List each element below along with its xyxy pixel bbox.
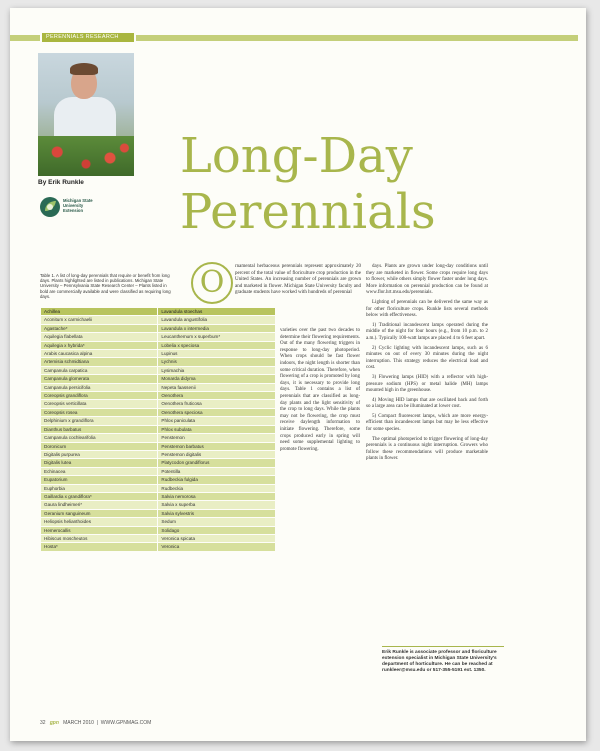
table-row bbox=[41, 518, 275, 525]
table-cell: Echinacea bbox=[41, 468, 157, 475]
long-day-perennials-table bbox=[40, 307, 276, 552]
table-row bbox=[41, 392, 275, 399]
table-cell: Lavandula angustifolia bbox=[158, 316, 275, 323]
table-cell: Agastache* bbox=[41, 325, 157, 332]
table-cell: Platycodon grandiflorus bbox=[158, 459, 275, 466]
magazine-page bbox=[10, 8, 586, 741]
table-row bbox=[41, 384, 275, 391]
table-row bbox=[41, 476, 275, 483]
table-cell: Digitalis purpurea bbox=[41, 451, 157, 458]
msu-extension-logo bbox=[39, 194, 109, 222]
table-cell: Gaillardia x grandiflora* bbox=[41, 493, 157, 500]
table-row bbox=[41, 316, 275, 323]
table-row bbox=[41, 367, 275, 374]
website-link[interactable]: WWW.GPNMAG.COM bbox=[100, 720, 152, 726]
table-cell: Oenothera fruticosa bbox=[158, 400, 275, 407]
table-cell: Sedum bbox=[158, 518, 275, 525]
table-row bbox=[41, 434, 275, 441]
table-row bbox=[41, 501, 275, 508]
page-number: 32 bbox=[40, 720, 46, 726]
table-cell: Coreopsis rosea bbox=[41, 409, 157, 416]
issue-date: MARCH 2010 bbox=[63, 720, 94, 726]
table-row bbox=[41, 400, 275, 407]
table-cell: Hosta* bbox=[41, 543, 157, 550]
table-cell: Doronicum bbox=[41, 443, 157, 450]
leaf-icon bbox=[39, 196, 61, 218]
table-cell: Rudbeckia fulgida bbox=[158, 476, 275, 483]
table-cell: Gaura lindheimeri* bbox=[41, 501, 157, 508]
table-cell: Lychnis bbox=[158, 358, 275, 365]
table-row bbox=[41, 308, 275, 315]
table-cell: Dianthus barbatus bbox=[41, 426, 157, 433]
table-row bbox=[41, 358, 275, 365]
table-row bbox=[41, 426, 275, 433]
table-cell: Phlox paniculata bbox=[158, 417, 275, 424]
table-cell: Solidago bbox=[158, 527, 275, 534]
table-cell: Digitalis lutea bbox=[41, 459, 157, 466]
table-caption: Table 1. A list of long-day perennials that require or benefit from long days. Plants highlighted are listed in publications. Michigan State University – Pennsylvania State Research Center – Plants listed in bold are commercially available and were classified as requiring long days. bbox=[40, 273, 171, 299]
header-bar-left bbox=[10, 35, 40, 41]
table-cell: Aquilegia x hybrida* bbox=[41, 342, 157, 349]
flowers bbox=[38, 136, 134, 176]
table-cell: Coreopsis verticillata bbox=[41, 400, 157, 407]
table-cell: Salvia x superba bbox=[158, 501, 275, 508]
table-row bbox=[41, 375, 275, 382]
table-cell: Aconitum x carmichaelii bbox=[41, 316, 157, 323]
table-cell: Heliopsis helianthoides bbox=[41, 518, 157, 525]
table-cell: Rudbeckia bbox=[158, 485, 275, 492]
table-row bbox=[41, 510, 275, 517]
table-cell: Hibiscus moscheutos bbox=[41, 535, 157, 542]
table-cell: Nepeta faassenii bbox=[158, 384, 275, 391]
table-cell: Penstemon bbox=[158, 434, 275, 441]
table-cell: Lavandula x intermedia bbox=[158, 325, 275, 332]
table-cell: Penstemon digitalis bbox=[158, 451, 275, 458]
table-row bbox=[41, 543, 275, 550]
table-cell: Monarda didyma bbox=[158, 375, 275, 382]
table-cell: Artemisia schmidtiana bbox=[41, 358, 157, 365]
magazine-name: gpn bbox=[49, 720, 59, 726]
body-column-1-bottom: varieties over the past two decades to determine their flowering requirements. Out of the many flowering triggers in response to long-day photoperiod. When crops should be fast flower indoors, the night length is shorter than some critical duration. Therefore, when flowering of a crop is promoted by long days, it is necessary to provide long days. Table 1 contains a list of perennials that are classified as long-day plants and the light sensitivity of the crop to long days. While the plants may not be flowering, the crop must receive daylength information to initiate flowering. Therefore, some crops produced early in spring will need some supplemental lighting to promote flowering. bbox=[280, 328, 360, 452]
table-cell: Salvia sylvestris bbox=[158, 510, 275, 517]
table-row bbox=[41, 417, 275, 424]
table-cell: Lupinus bbox=[158, 350, 275, 357]
table-row bbox=[41, 325, 275, 332]
table-cell: Lobelia x speciosa bbox=[158, 342, 275, 349]
table-cell: Oenothera speciosa bbox=[158, 409, 275, 416]
author-bio: Erik Runkle is associate professor and floriculture extension specialist in Michigan State University's department of horticulture. He can be reached at runkleer@msu.edu or 517-355-5191 ext. 1350. bbox=[382, 646, 504, 674]
table-cell: Leucanthemum x superbum* bbox=[158, 333, 275, 340]
table-cell: Achillea bbox=[41, 308, 157, 315]
table-row bbox=[41, 451, 275, 458]
table-cell: Lysimachia bbox=[158, 367, 275, 374]
byline: By Erik Runkle bbox=[38, 179, 84, 186]
table-row bbox=[41, 459, 275, 466]
section-tag: PERENNIALS RESEARCH bbox=[42, 33, 134, 42]
table-row bbox=[41, 409, 275, 416]
table-row bbox=[41, 342, 275, 349]
table-cell: Hemerocallis bbox=[41, 527, 157, 534]
section-header-bar bbox=[10, 35, 586, 41]
table-cell: Campanula persicifolia bbox=[41, 384, 157, 391]
table-row bbox=[41, 468, 275, 475]
table-cell: Phlox subulata bbox=[158, 426, 275, 433]
table-cell: Arabis caucasica alpina bbox=[41, 350, 157, 357]
table-cell: Coreopsis grandiflora bbox=[41, 392, 157, 399]
table-cell: Veronica bbox=[158, 543, 275, 550]
table-cell: Campanula cochlearifolia bbox=[41, 434, 157, 441]
table-cell: Salvia nemorosa bbox=[158, 493, 275, 500]
body-column-1-top: rnamental herbaceous perennials represent approximately 20 percent of the total value of floriculture crop production in the United States. An increasing number of perennials are grown and marketed in flower. Michigan State University faculty and graduate students have worked with hundreds of perennial bbox=[235, 264, 361, 296]
table-row bbox=[41, 350, 275, 357]
table-cell: Campanula glomerata bbox=[41, 375, 157, 382]
table-cell: Lavandula stoechas bbox=[158, 308, 275, 315]
table-cell: Veronica spicata bbox=[158, 535, 275, 542]
table-cell: Potentilla bbox=[158, 468, 275, 475]
body-column-2: days. Plants are grown under long-day conditions until they are marketed in flower. Some crops require long days to flower, while others simply flower faster under long days. More information on perennial production can be found at www.flor.hrt.msu.edu/perennials. Lighting of perennials can be delivered the same way as for other floriculture crops. Runkle lists several methods below with effectiveness. 1) Traditional incandescent lamps operated during the middle of the night for four hours (e.g., from 10 p.m. to 2 a.m.). Typically 100-watt lamps are placed 4 to 6 feet apart. 2) Cyclic lighting with incandescent lamps, such as 6 minutes on out of every 30 minutes during the night interruption. This strategy reduces the electrical load and cost. 3) Flowering lamps (HID) with a reflector with high-pressure sodium (HPS) or metal halide (MH) lamps mounted high in the greenhouse. 4) Moving HID lamps that are oscillated back and forth so a large area can be illuminated at lower cost. 5) Compact fluorescent lamps, which are more energy-efficient than incandescent lamps but may be less effective for some species. The optimal photoperiod to trigger flowering of long-day perennials is a continuous night interruption. Growers who follow these recommendations will produce marketable plants in flower. bbox=[366, 264, 488, 462]
table-cell: Delphinium x grandiflora bbox=[41, 417, 157, 424]
table-cell: Campanula carpatica bbox=[41, 367, 157, 374]
table-cell: Aquilegia flabellata bbox=[41, 333, 157, 340]
table-row bbox=[41, 333, 275, 340]
table-cell: Geranium sanguineum bbox=[41, 510, 157, 517]
table-row bbox=[41, 485, 275, 492]
table-cell: Penstemon barbatus bbox=[158, 443, 275, 450]
author-photo bbox=[38, 53, 134, 176]
table-cell: Euphorbia bbox=[41, 485, 157, 492]
drop-cap: O bbox=[191, 262, 233, 304]
logo-text: Michigan State University Extension bbox=[63, 198, 93, 213]
table-row bbox=[41, 493, 275, 500]
header-bar-right bbox=[136, 35, 578, 41]
table-cell: Oenothera bbox=[158, 392, 275, 399]
page-title: Long-Day Perennials bbox=[180, 128, 436, 240]
page-footer: 32 gpn MARCH 2010 | WWW.GPNMAG.COM bbox=[40, 720, 152, 726]
table-row bbox=[41, 535, 275, 542]
table-row bbox=[41, 527, 275, 534]
table-cell: Eupatorium bbox=[41, 476, 157, 483]
table-row bbox=[41, 443, 275, 450]
